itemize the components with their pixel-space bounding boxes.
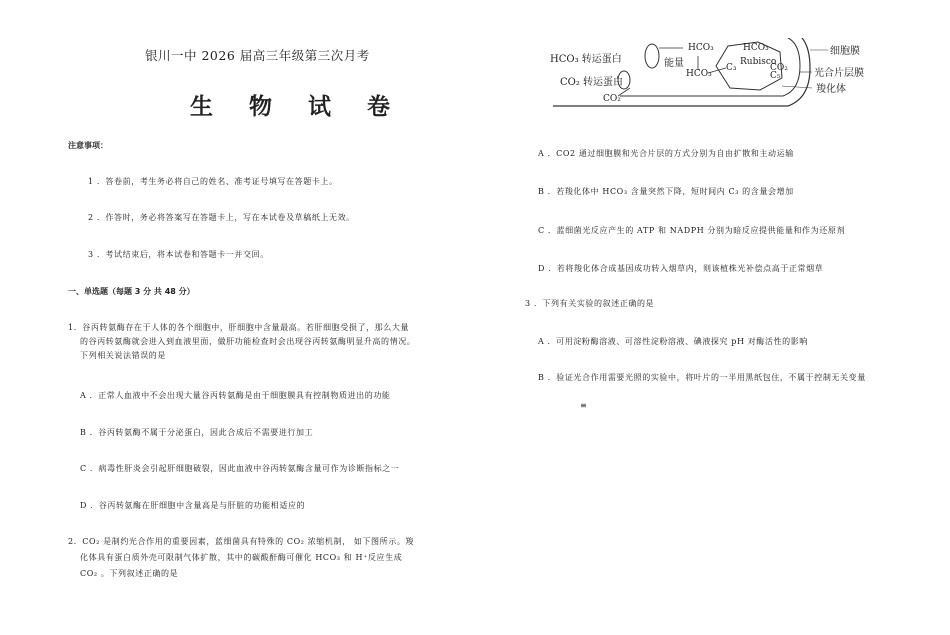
label-carboxysome: 羧化体 <box>816 84 846 95</box>
q1-option-c: C ．病毒性肝炎会引起肝细胞破裂，因此血液中谷丙转氨酶含量可作为诊断指标之一 <box>80 464 400 473</box>
q2-stem-line-1: 2．CO₂ 是制约光合作用的重要因素，蓝细菌具有特殊的 CO₂ 浓缩机制， 如下图所示。羧 <box>68 537 415 546</box>
co2-concentration-diagram <box>548 38 878 108</box>
notes-heading: 注意事项： <box>68 141 108 150</box>
note-item-3: 3 ．考试结束后，将本试卷和答题卡一并交回。 <box>88 250 269 259</box>
label-c5: C₅ <box>770 71 781 81</box>
q2-option-d: D ．若将羧化体合成基因成功转入烟草内，则该植株光补偿点高于正常烟草 <box>538 264 824 273</box>
q3-stem: 3 ．下列有关实验的叙述正确的是 <box>525 299 655 308</box>
q3-option-a: A ．可用淀粉酶溶液、可溶性淀粉溶液、碘液探究 pH 对酶活性的影响 <box>538 337 808 346</box>
label-rubisco: Rubisco <box>740 57 777 67</box>
q3-option-b: B ．验证光合作用需要光照的实验中，将叶片的一半用黑纸包住，不属于控制无关变量 <box>538 373 866 382</box>
label-hco3-mid: HCO₃ <box>686 69 712 79</box>
label-hco3-top-left: HCO₃ <box>688 43 714 53</box>
q2-option-a: A ．CO2 通过细胞膜和光合片层的方式分别为自由扩散和主动运输 <box>538 149 794 158</box>
q1-option-a: A ．正常人血液中不会出现大量谷丙转氨酶是由于细胞膜具有控制物质进出的功能 <box>80 391 391 400</box>
q2-stem-line-2: 化体具有蛋白质外壳可限制气体扩散，其中的碳酸酐酶可催化 HCO₃ 和 H⁺反应生成 <box>80 553 403 562</box>
q1-option-b: B ．谷丙转氨酶不属于分泌蛋白，因此合成后不需要进行加工 <box>80 428 314 437</box>
note-item-2: 2 ．作答时，务必将答案写在答题卡上，写在本试卷及草稿纸上无效。 <box>88 213 355 222</box>
exam-title: 银川一中 2026 届高三年级第三次月考 <box>145 48 370 63</box>
label-co2-right: CO₂ <box>770 63 788 73</box>
q2-option-c: C ．蓝细菌光反应产生的 ATP 和 NADPH 分别为暗反应提供能量和作为还原剂 <box>538 226 846 235</box>
label-hco3-top-right: HCO₃ <box>743 43 769 53</box>
q1-stem-line-1: 1．谷丙转氨酶存在于人体的各个细胞中，肝细胞中含量最高。若肝细胞受损了，那么大量 <box>68 323 410 332</box>
label-co2-transporter: CO₂ 转运蛋白 <box>560 77 624 88</box>
q1-option-d: D ．谷丙转氨酶在肝细胞中含量高是与肝脏的功能相适应的 <box>80 501 306 510</box>
subject-title: 生 物 试 卷 <box>190 93 405 120</box>
q2-stem-line-3: CO₂ 。下列叙述正确的是 <box>80 569 179 578</box>
label-energy: 能量 <box>664 58 684 69</box>
label-cell-membrane: 细胞膜 <box>830 46 860 57</box>
label-co2-bottom: CO₂ <box>603 94 621 104</box>
section-heading: 一、单选题（每题 3 分 共 48 分） <box>68 287 195 296</box>
note-item-1: 1 ．答卷前，考生务必将自己的姓名、准考证号填写在答题卡上。 <box>88 177 338 186</box>
label-hco3-transporter: HCO₃ 转运蛋白 <box>550 54 622 65</box>
label-photosynthetic-lamella: 光合片层膜 <box>814 68 864 79</box>
q2-option-b: B ．若羧化体中 HCO₃ 含量突然下降，短时间内 C₃ 的含量会增加 <box>538 187 794 196</box>
label-c3: C₃ <box>726 63 737 73</box>
q1-stem-line-3: 下列相关说法错误的是 <box>80 351 166 360</box>
page-mark: ≡ <box>580 401 588 410</box>
q1-stem-line-2: 的谷丙转氨酶就会进入到血液里面，做肝功能检查时会出现谷丙转氨酶明显升高的情况。 <box>80 337 416 346</box>
